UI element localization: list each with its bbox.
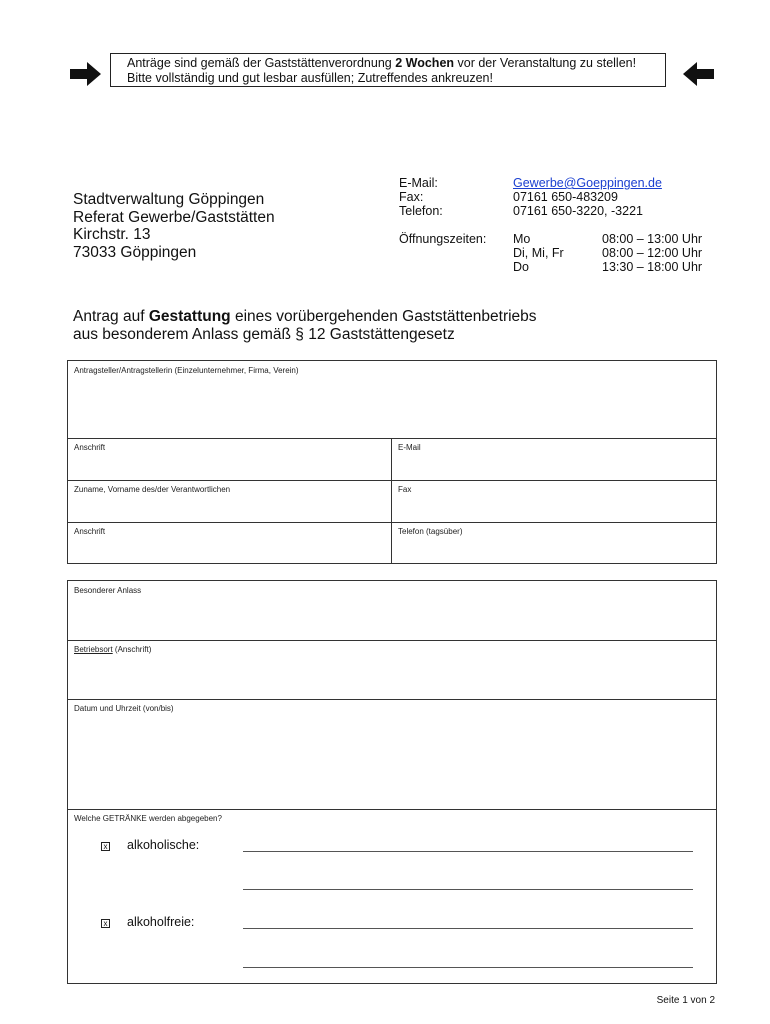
- phone-label: Telefon:: [399, 204, 443, 218]
- authority-address: [73, 191, 275, 261]
- nonalcoholic-checkbox[interactable]: x: [101, 919, 110, 928]
- hours-days-1: Di, Mi, Fr: [513, 246, 564, 260]
- fax-value: 07161 650-483209: [513, 190, 618, 204]
- nonalcoholic-label: alkoholfreie:: [127, 915, 195, 929]
- alcoholic-checkbox[interactable]: x: [101, 842, 110, 851]
- email-link[interactable]: Gewerbe@Goeppingen.de: [513, 176, 662, 190]
- alcoholic-line-2[interactable]: [243, 889, 693, 890]
- form-title: [73, 308, 537, 344]
- hours-time-0: 08:00 – 13:00 Uhr: [602, 232, 703, 246]
- location-field[interactable]: Betriebsort (Anschrift): [74, 645, 152, 654]
- email-label: E-Mail:: [399, 176, 438, 190]
- hours-label: Öffnungszeiten:: [399, 232, 487, 246]
- phone-value: 07161 650-3220, -3221: [513, 204, 643, 218]
- address-line-3: Kirchstr. 13: [73, 226, 151, 243]
- notice-box: [110, 53, 666, 87]
- responsible-address-field[interactable]: Anschrift: [74, 527, 106, 536]
- address-line-1: Stadtverwaltung Göppingen: [73, 191, 265, 208]
- notice-line-1: Anträge sind gemäß der Gaststättenverordnung 2 Wochen vor der Veranstaltung zu stellen!: [127, 56, 637, 70]
- page-number: Seite 1 von 2: [656, 995, 715, 1006]
- applicant-address-field[interactable]: Anschrift: [74, 443, 106, 452]
- alcoholic-label: alkoholische:: [127, 838, 200, 852]
- title-line-2: aus besonderem Anlass gemäß § 12 Gaststättengesetz: [73, 326, 455, 343]
- hours-time-1: 08:00 – 12:00 Uhr: [602, 246, 703, 260]
- drinks-question: Welche GETRÄNKE werden abgegeben?: [74, 814, 222, 823]
- fax-label: Fax:: [399, 190, 424, 204]
- left-arrow-icon: [682, 61, 714, 87]
- datetime-field[interactable]: Datum und Uhrzeit (von/bis): [74, 704, 174, 713]
- applicant-email-field[interactable]: E-Mail: [398, 443, 421, 452]
- nonalcoholic-line-1[interactable]: [243, 928, 693, 929]
- fax-field[interactable]: Fax: [398, 485, 412, 494]
- title-line-1: Antrag auf Gestattung eines vorübergehenden Gaststättenbetriebs: [73, 308, 537, 325]
- address-line-2: Referat Gewerbe/Gaststätten: [73, 208, 275, 226]
- hours-days-0: Mo: [513, 232, 531, 246]
- hours-days-2: Do: [513, 260, 529, 274]
- occasion-field[interactable]: Besonderer Anlass: [74, 586, 142, 595]
- notice-line-2: Bitte vollständig und gut lesbar ausfüllen; Zutreffendes ankreuzen!: [127, 71, 493, 85]
- address-line-4: 73033 Göppingen: [73, 243, 197, 261]
- nonalcoholic-line-2[interactable]: [243, 967, 693, 968]
- alcoholic-line-1[interactable]: [243, 851, 693, 852]
- responsible-name-field[interactable]: Zuname, Vorname des/der Verantwortlichen: [74, 485, 231, 494]
- phone-field[interactable]: Telefon (tagsüber): [398, 527, 463, 536]
- applicant-form: [67, 360, 717, 564]
- hours-time-2: 13:30 – 18:00 Uhr: [602, 260, 703, 274]
- right-arrow-icon: [70, 61, 102, 87]
- applicant-field[interactable]: Antragsteller/Antragstellerin (Einzelunternehmer, Firma, Verein): [74, 366, 299, 375]
